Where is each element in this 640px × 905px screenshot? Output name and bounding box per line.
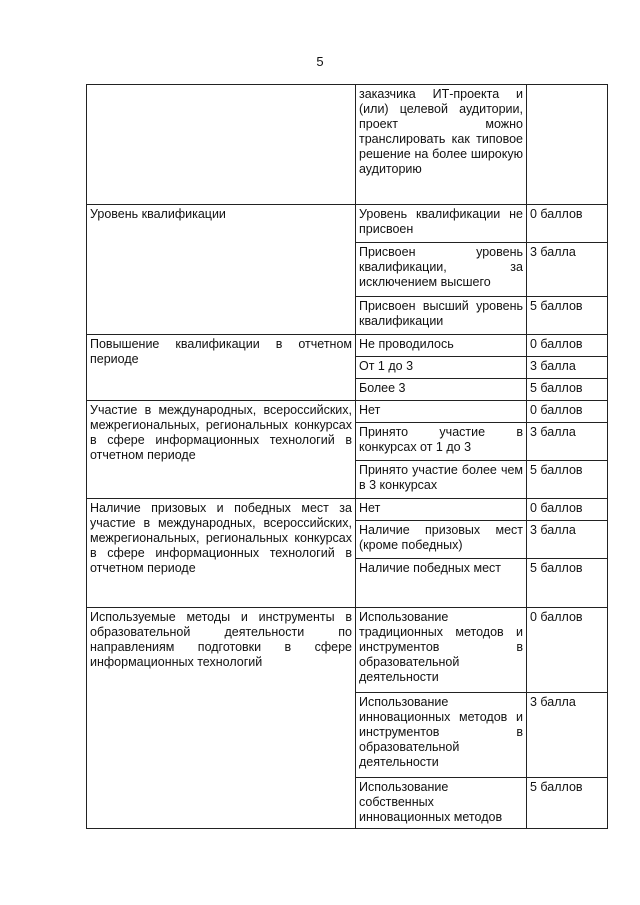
condition-cell: Использование инновационных методов и инструментов в образовательной деятельности [356, 693, 527, 778]
table-row [87, 335, 608, 357]
condition-cell: Нет [356, 401, 527, 423]
condition-cell: Принято участие более чем в 3 конкурсах [356, 461, 527, 499]
score-cell: 5 баллов [527, 778, 608, 829]
criterion-cell: Уровень квалификации [87, 205, 356, 335]
criterion-cell: Используемые методы и инструменты в образовательной деятельности по направлениям подготовки в сфере информационных технологий [87, 608, 356, 829]
score-cell: 3 балла [527, 243, 608, 297]
condition-cell: Использование традиционных методов и инструментов в образовательной деятельности [356, 608, 527, 693]
condition-cell: Более 3 [356, 379, 527, 401]
criterion-cell: Повышение квалификации в отчетном периоде [87, 335, 356, 401]
score-cell: 5 баллов [527, 297, 608, 335]
condition-cell: Наличие победных мест [356, 559, 527, 608]
criterion-cell [87, 85, 356, 205]
condition-cell: От 1 до 3 [356, 357, 527, 379]
score-cell: 5 баллов [527, 461, 608, 499]
table-row [87, 499, 608, 521]
score-cell: 3 балла [527, 423, 608, 461]
score-cell: 5 баллов [527, 559, 608, 608]
score-cell: 0 баллов [527, 608, 608, 693]
table-row [87, 85, 608, 205]
criteria-table [86, 84, 608, 829]
score-cell: 5 баллов [527, 379, 608, 401]
condition-cell: Присвоен уровень квалификации, за исключением высшего [356, 243, 527, 297]
score-cell: 3 балла [527, 521, 608, 559]
condition-cell: Не проводилось [356, 335, 527, 357]
criterion-cell: Наличие призовых и победных мест за участие в международных, всероссийских, межрегиональных, региональных конкурсах в сфере информационных технологий в отчетном периоде [87, 499, 356, 608]
table-row [87, 401, 608, 423]
score-cell [527, 85, 608, 205]
condition-cell: заказчика ИТ-проекта и (или) целевой аудитории, проект можно транслировать как типовое решение на более широкую аудиторию [356, 85, 527, 205]
score-cell: 0 баллов [527, 401, 608, 423]
condition-cell: Присвоен высший уровень квалификации [356, 297, 527, 335]
condition-cell: Наличие призовых мест (кроме победных) [356, 521, 527, 559]
score-cell: 3 балла [527, 693, 608, 778]
condition-cell: Использование собственных инновационных методов [356, 778, 527, 829]
table-row [87, 205, 608, 243]
table-row [87, 608, 608, 693]
condition-cell: Принято участие в конкурсах от 1 до 3 [356, 423, 527, 461]
score-cell: 0 баллов [527, 335, 608, 357]
score-cell: 0 баллов [527, 499, 608, 521]
criterion-cell: Участие в международных, всероссийских, межрегиональных, региональных конкурсах в сфере информационных технологий в отчетном периоде [87, 401, 356, 499]
condition-cell: Нет [356, 499, 527, 521]
condition-cell: Уровень квалификации не присвоен [356, 205, 527, 243]
score-cell: 3 балла [527, 357, 608, 379]
score-cell: 0 баллов [527, 205, 608, 243]
page-number: 5 [316, 54, 324, 69]
